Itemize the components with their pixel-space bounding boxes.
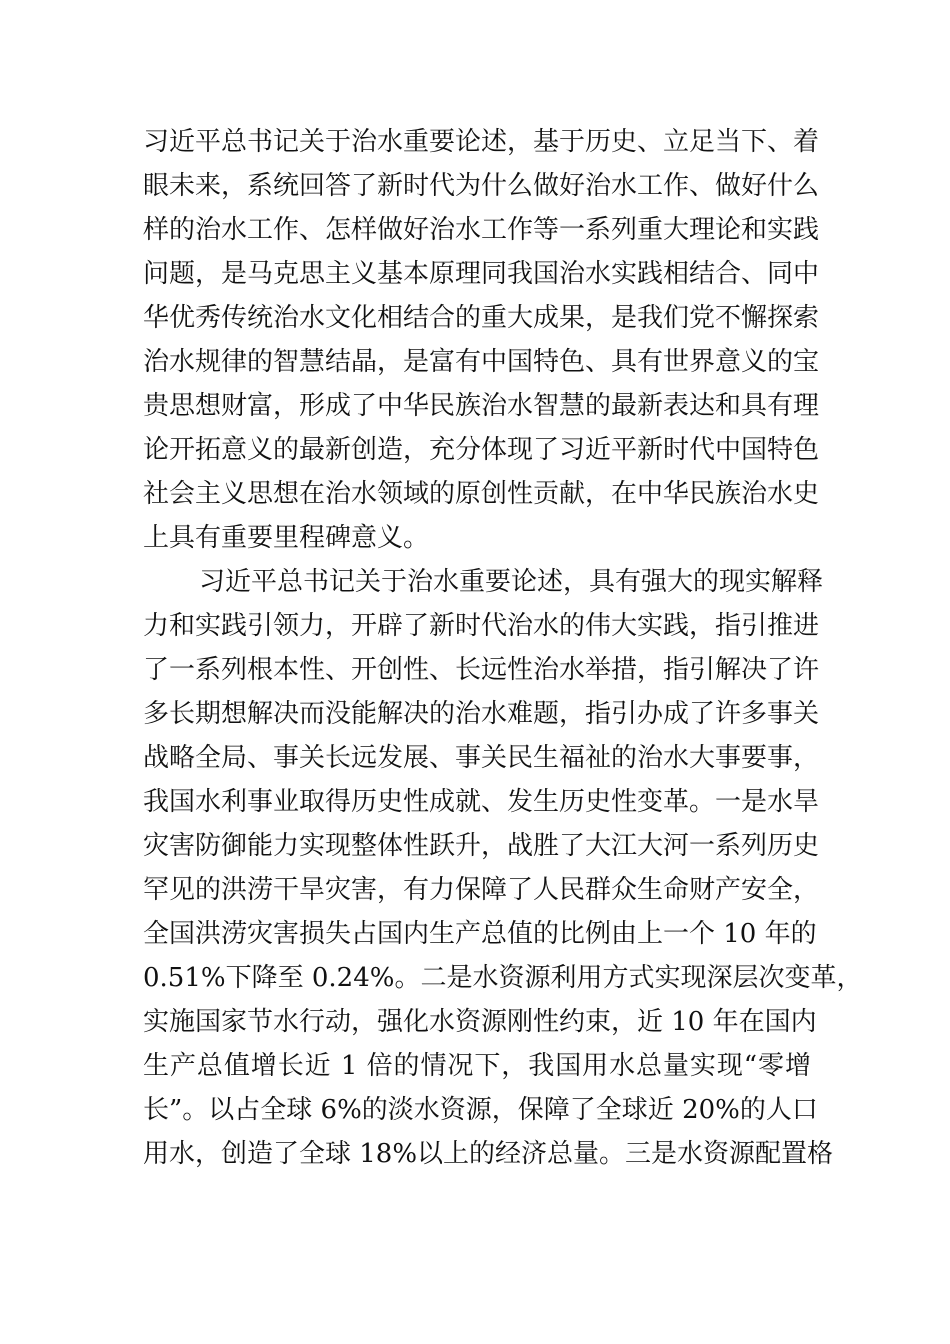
paragraph-2 — [143, 560, 863, 1176]
text-line: 罕见的洪涝干旱灾害，有力保障了人民群众生命财产安全， — [143, 875, 820, 905]
body-text — [143, 120, 863, 1176]
text-line: 贵思想财富，形成了中华民族治水智慧的最新表达和具有理 — [143, 391, 820, 421]
paragraph-1 — [143, 120, 820, 560]
text-line: 问题，是马克思主义基本原理同我国治水实践相结合、同中 — [143, 259, 820, 289]
text-line: 上具有重要里程碑意义。 — [143, 523, 430, 553]
text-line: 实施国家节水行动，强化水资源刚性约束，近 10 年在国内 — [143, 1007, 817, 1037]
text-line: 我国水利事业取得历史性成就、发生历史性变革。一是水旱 — [143, 787, 820, 817]
text-line: 习近平总书记关于治水重要论述，基于历史、立足当下、着 — [143, 127, 820, 157]
text-line: 社会主义思想在治水领域的原创性贡献，在中华民族治水史 — [143, 479, 820, 509]
text-line: 多长期想解决而没能解决的治水难题，指引办成了许多事关 — [143, 699, 820, 729]
text-line: 长”。以占全球 6%的淡水资源，保障了全球近 20%的人口 — [143, 1095, 818, 1125]
text-line: 0.51%下降至 0.24%。二是水资源利用方式实现深层次变革， — [143, 963, 863, 993]
text-line: 华优秀传统治水文化相结合的重大成果，是我们党不懈探索 — [143, 303, 820, 333]
text-line: 战略全局、事关长远发展、事关民生福祉的治水大事要事， — [143, 743, 820, 773]
text-line: 论开拓意义的最新创造，充分体现了习近平新时代中国特色 — [143, 435, 820, 465]
text-line: 全国洪涝灾害损失占国内生产总值的比例由上一个 10 年的 — [143, 919, 817, 949]
text-line: 治水规律的智慧结晶，是富有中国特色、具有世界意义的宝 — [143, 347, 820, 377]
text-line: 眼未来，系统回答了新时代为什么做好治水工作、做好什么 — [143, 171, 820, 201]
text-line: 习近平总书记关于治水重要论述，具有强大的现实解释 — [199, 567, 824, 597]
text-line: 灾害防御能力实现整体性跃升，战胜了大江大河一系列历史 — [143, 831, 820, 861]
text-line: 力和实践引领力，开辟了新时代治水的伟大实践，指引推进 — [143, 611, 820, 641]
text-line: 样的治水工作、怎样做好治水工作等一系列重大理论和实践 — [143, 215, 820, 245]
text-line: 生产总值增长近 1 倍的情况下，我国用水总量实现“零增 — [143, 1051, 811, 1081]
text-line: 用水，创造了全球 18%以上的经济总量。三是水资源配置格 — [143, 1139, 834, 1169]
text-line: 了一系列根本性、开创性、长远性治水举措，指引解决了许 — [143, 655, 820, 685]
